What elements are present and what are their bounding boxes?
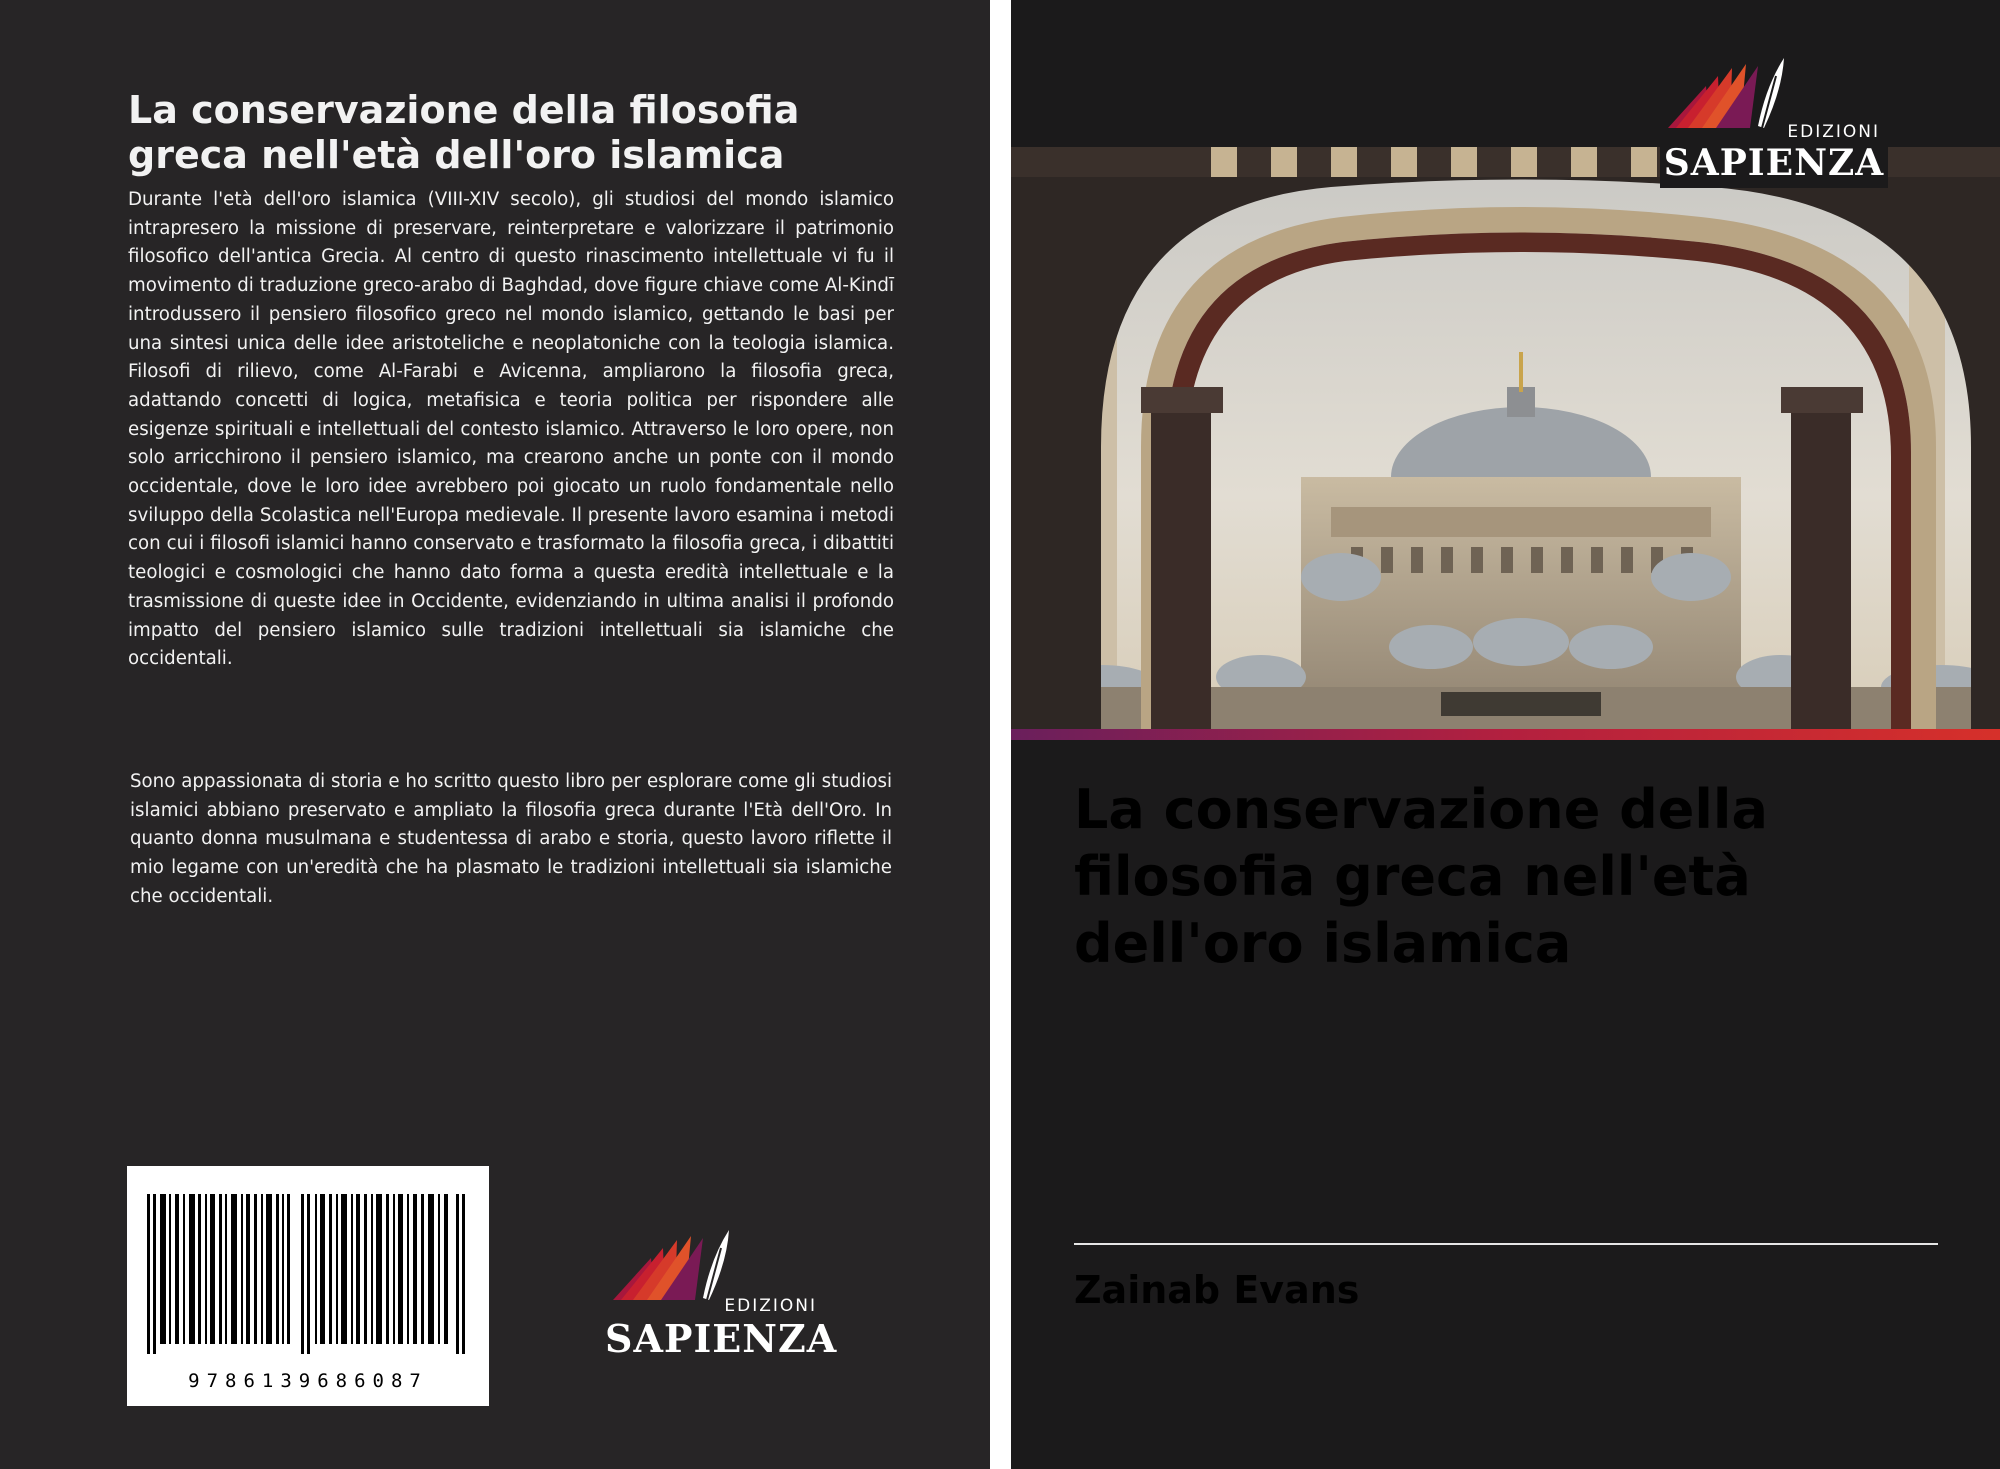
publisher-logo-front (1660, 56, 1888, 188)
back-cover-description: Durante l'età dell'oro islamica (VIII-XIV secolo), gli studiosi del mondo islamico intrapresero la missione di preservare, reinterpretare e valorizzare il patrimonio filosofico dell'antica Grecia. Al centro di questo rinascimento intellettuale vi fu il movimento di traduzione greco-arabo di Baghdad, dove figure chiave come Al-Kindī introdussero il pensiero filosofico greco nel mondo islamico, gettando le basi per una sintesi unica delle idee aristoteliche e neoplatoniche con la teologia islamica. Filosofi di rilievo, come Al-Farabi e Avicenna, ampliarono la filosofia greca, adattando concetti di logica, metafisica e teoria politica per rispondere alle esigenze spirituali e intellettuali del contesto islamico. Attraverso le loro opere, non solo arricchirono il pensiero islamico, ma crearono anche un ponte con il mondo occidentale, dove le loro idee avrebbero poi giocato un ruolo fondamentale nello sviluppo della Scolastica nell'Europa medievale. Il presente lavoro esamina i metodi con cui i filosofi islamici hanno conservato e trasformato la filosofia greca, i dibattiti teologici e cosmologici che hanno dato forma a questa eredità intellettuale e la trasmissione di queste idee in Occidente, evidenziando in ultima analisi il profondo impatto del pensiero islamico sulle tradizioni intellettuali sia islamiche che occidentali. (128, 189, 894, 670)
front-cover-author: Zainab Evans (1074, 1268, 1360, 1312)
author-divider (1074, 1243, 1938, 1245)
front-cover-title: La conservazione della filosofia greca nell'età dell'oro islamica (1074, 778, 1768, 975)
fan-and-quill-pen-icon (611, 1228, 731, 1304)
publisher-name-line1: EDIZIONI (1787, 122, 1880, 142)
fan-and-quill-pen-icon (1666, 56, 1786, 132)
publisher-name-line2: SAPIENZA (605, 1316, 838, 1361)
author-note: Sono appassionata di storia e ho scritto questo libro per esplorare come gli studiosi islamici abbiano preservato e ampliato la filosofia greca durante l'Età dell'Oro. In quanto donna musulmana e studentessa di arabo e storia, questo lavoro riflette il mio legame con un'eredità che ha plasmato le tradizioni intellettuali sia islamiche che occidentali. (130, 771, 892, 907)
publisher-name-line2: SAPIENZA (1663, 142, 1885, 184)
barcode-digits: 9786139686087 (188, 1370, 428, 1392)
mosque-through-arches-icon (1011, 147, 2000, 729)
publisher-name-line1: EDIZIONI (724, 1296, 817, 1316)
publisher-logo-back (605, 1228, 838, 1361)
accent-strip (1011, 729, 2000, 740)
back-cover-title: La conservazione della filosofia greca nell'età dell'oro islamica (128, 88, 800, 177)
isbn-barcode (127, 1166, 489, 1406)
mosque-through-arches-photo (1011, 147, 2000, 729)
back-cover (0, 0, 990, 1469)
barcode-bars (147, 1194, 469, 1354)
